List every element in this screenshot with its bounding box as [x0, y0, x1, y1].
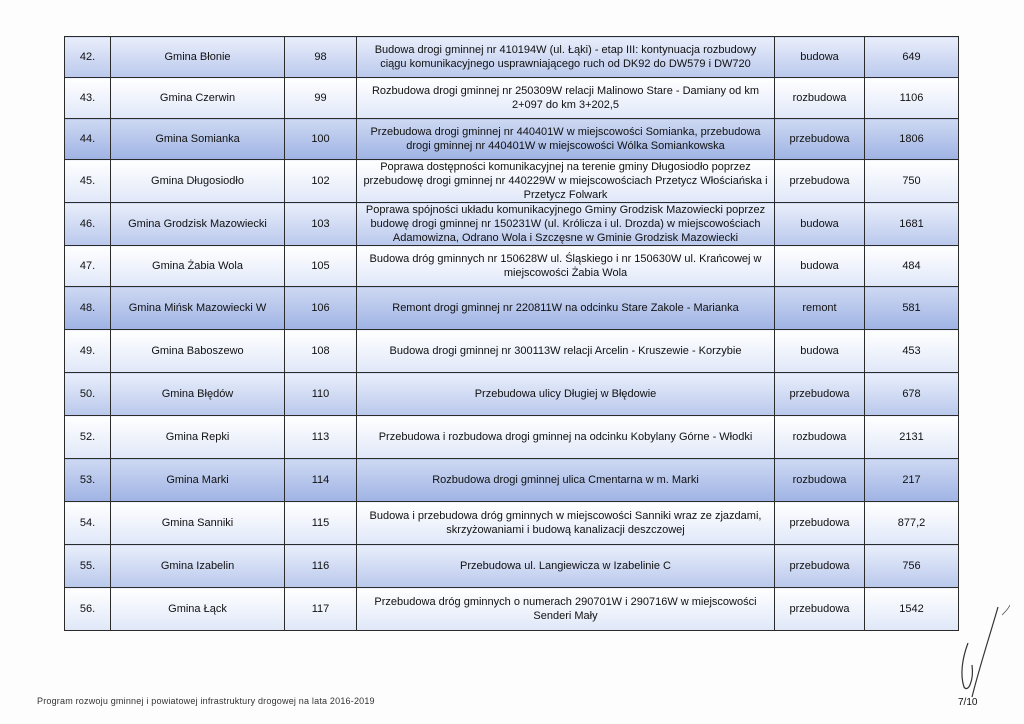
row-number: 45.: [65, 160, 111, 203]
project-description: Rozbudowa drogi gminnej nr 250309W relacji Malinowo Stare - Damiany od km 2+097 do km 3+202,5: [357, 78, 775, 119]
application-id: 103: [285, 203, 357, 246]
gmina-name: Gmina Sanniki: [111, 502, 285, 545]
project-type: budowa: [775, 330, 865, 373]
handwritten-signature: [950, 595, 1010, 705]
project-type: rozbudowa: [775, 78, 865, 119]
gmina-name: Gmina Łąck: [111, 588, 285, 631]
table-row: [65, 203, 959, 246]
row-number: 47.: [65, 246, 111, 287]
application-id: 99: [285, 78, 357, 119]
project-type: budowa: [775, 246, 865, 287]
application-id: 108: [285, 330, 357, 373]
project-value: 1542: [865, 588, 959, 631]
project-type: przebudowa: [775, 545, 865, 588]
project-value: 1806: [865, 119, 959, 160]
project-value: 2131: [865, 416, 959, 459]
row-number: 46.: [65, 203, 111, 246]
application-id: 117: [285, 588, 357, 631]
project-description: Budowa i przebudowa dróg gminnych w miejscowości Sanniki wraz ze zjazdami, skrzyżowaniami i budową kanalizacji deszczowej: [357, 502, 775, 545]
row-number: 42.: [65, 37, 111, 78]
application-id: 100: [285, 119, 357, 160]
gmina-name: Gmina Marki: [111, 459, 285, 502]
project-description: Budowa drogi gminnej nr 300113W relacji Arcelin - Kruszewie - Korzybie: [357, 330, 775, 373]
project-type: budowa: [775, 203, 865, 246]
gmina-name: Gmina Somianka: [111, 119, 285, 160]
row-number: 53.: [65, 459, 111, 502]
project-type: przebudowa: [775, 119, 865, 160]
table-row: [65, 78, 959, 119]
row-number: 56.: [65, 588, 111, 631]
gmina-name: Gmina Żabia Wola: [111, 246, 285, 287]
project-value: 678: [865, 373, 959, 416]
project-type: przebudowa: [775, 160, 865, 203]
application-id: 116: [285, 545, 357, 588]
project-value: 877,2: [865, 502, 959, 545]
application-id: 102: [285, 160, 357, 203]
project-value: 1106: [865, 78, 959, 119]
project-description: Rozbudowa drogi gminnej ulica Cmentarna w m. Marki: [357, 459, 775, 502]
footer-program-title: Program rozwoju gminnej i powiatowej infrastruktury drogowej na lata 2016-2019: [37, 696, 375, 706]
application-id: 115: [285, 502, 357, 545]
table-row: [65, 416, 959, 459]
gmina-name: Gmina Baboszewo: [111, 330, 285, 373]
gmina-name: Gmina Długosiodło: [111, 160, 285, 203]
gmina-name: Gmina Czerwin: [111, 78, 285, 119]
project-type: remont: [775, 287, 865, 330]
table-row: [65, 330, 959, 373]
project-description: Przebudowa i rozbudowa drogi gminnej na odcinku Kobylany Górne - Włodki: [357, 416, 775, 459]
table-row: [65, 588, 959, 631]
project-type: przebudowa: [775, 588, 865, 631]
table-row: [65, 287, 959, 330]
gmina-name: Gmina Mińsk Mazowiecki W: [111, 287, 285, 330]
table-row: [65, 502, 959, 545]
table-row: [65, 459, 959, 502]
projects-table: [64, 36, 959, 631]
table-row: [65, 373, 959, 416]
gmina-name: Gmina Błędów: [111, 373, 285, 416]
project-value: 484: [865, 246, 959, 287]
application-id: 113: [285, 416, 357, 459]
table-row: [65, 119, 959, 160]
row-number: 52.: [65, 416, 111, 459]
row-number: 43.: [65, 78, 111, 119]
table-row: [65, 545, 959, 588]
row-number: 55.: [65, 545, 111, 588]
row-number: 50.: [65, 373, 111, 416]
project-value: 1681: [865, 203, 959, 246]
project-description: Budowa dróg gminnych nr 150628W ul. Śląskiego i nr 150630W ul. Krańcowej w miejscowości Żabia Wola: [357, 246, 775, 287]
project-value: 217: [865, 459, 959, 502]
project-description: Przebudowa drogi gminnej nr 440401W w miejscowości Somianka, przebudowa drogi gminnej nr 440401W w miejscowości Wólka Somiankowska: [357, 119, 775, 160]
table-row: [65, 246, 959, 287]
project-type: przebudowa: [775, 373, 865, 416]
row-number: 44.: [65, 119, 111, 160]
row-number: 49.: [65, 330, 111, 373]
gmina-name: Gmina Błonie: [111, 37, 285, 78]
project-value: 750: [865, 160, 959, 203]
gmina-name: Gmina Grodzisk Mazowiecki: [111, 203, 285, 246]
project-value: 756: [865, 545, 959, 588]
application-id: 106: [285, 287, 357, 330]
row-number: 54.: [65, 502, 111, 545]
application-id: 98: [285, 37, 357, 78]
project-value: 581: [865, 287, 959, 330]
project-description: Przebudowa dróg gminnych o numerach 290701W i 290716W w miejscowości Senderi Mały: [357, 588, 775, 631]
project-value: 649: [865, 37, 959, 78]
row-number: 48.: [65, 287, 111, 330]
page-number: 7/10: [958, 697, 978, 708]
project-type: rozbudowa: [775, 459, 865, 502]
project-description: Przebudowa ulicy Długiej w Błędowie: [357, 373, 775, 416]
application-id: 105: [285, 246, 357, 287]
project-value: 453: [865, 330, 959, 373]
project-type: budowa: [775, 37, 865, 78]
table-row: [65, 160, 959, 203]
gmina-name: Gmina Repki: [111, 416, 285, 459]
project-description: Poprawa spójności układu komunikacyjnego Gminy Grodzisk Mazowiecki poprzez budowę drogi gminnej nr 150231W (ul. Królicza i ul. Drozda) w miejscowościach Adamowizna, Odrano Wola i Szczęsne w Gminie Grodzisk Mazowiecki: [357, 203, 775, 246]
project-description: Remont drogi gminnej nr 220811W na odcinku Stare Zakole - Marianka: [357, 287, 775, 330]
project-description: Budowa drogi gminnej nr 410194W (ul. Łąki) - etap III: kontynuacja rozbudowy ciągu komunikacyjnego usprawniającego ruch od DK92 do DW579 i DW720: [357, 37, 775, 78]
table-row: [65, 37, 959, 78]
application-id: 114: [285, 459, 357, 502]
application-id: 110: [285, 373, 357, 416]
project-type: rozbudowa: [775, 416, 865, 459]
gmina-name: Gmina Izabelin: [111, 545, 285, 588]
project-type: przebudowa: [775, 502, 865, 545]
project-description: Poprawa dostępności komunikacyjnej na terenie gminy Długosiodło poprzez przebudowę drogi gminnej nr 440229W w miejscowościach Przetycz Włościańska i Przetycz Folwark: [357, 160, 775, 203]
project-description: Przebudowa ul. Langiewicza w Izabelinie C: [357, 545, 775, 588]
